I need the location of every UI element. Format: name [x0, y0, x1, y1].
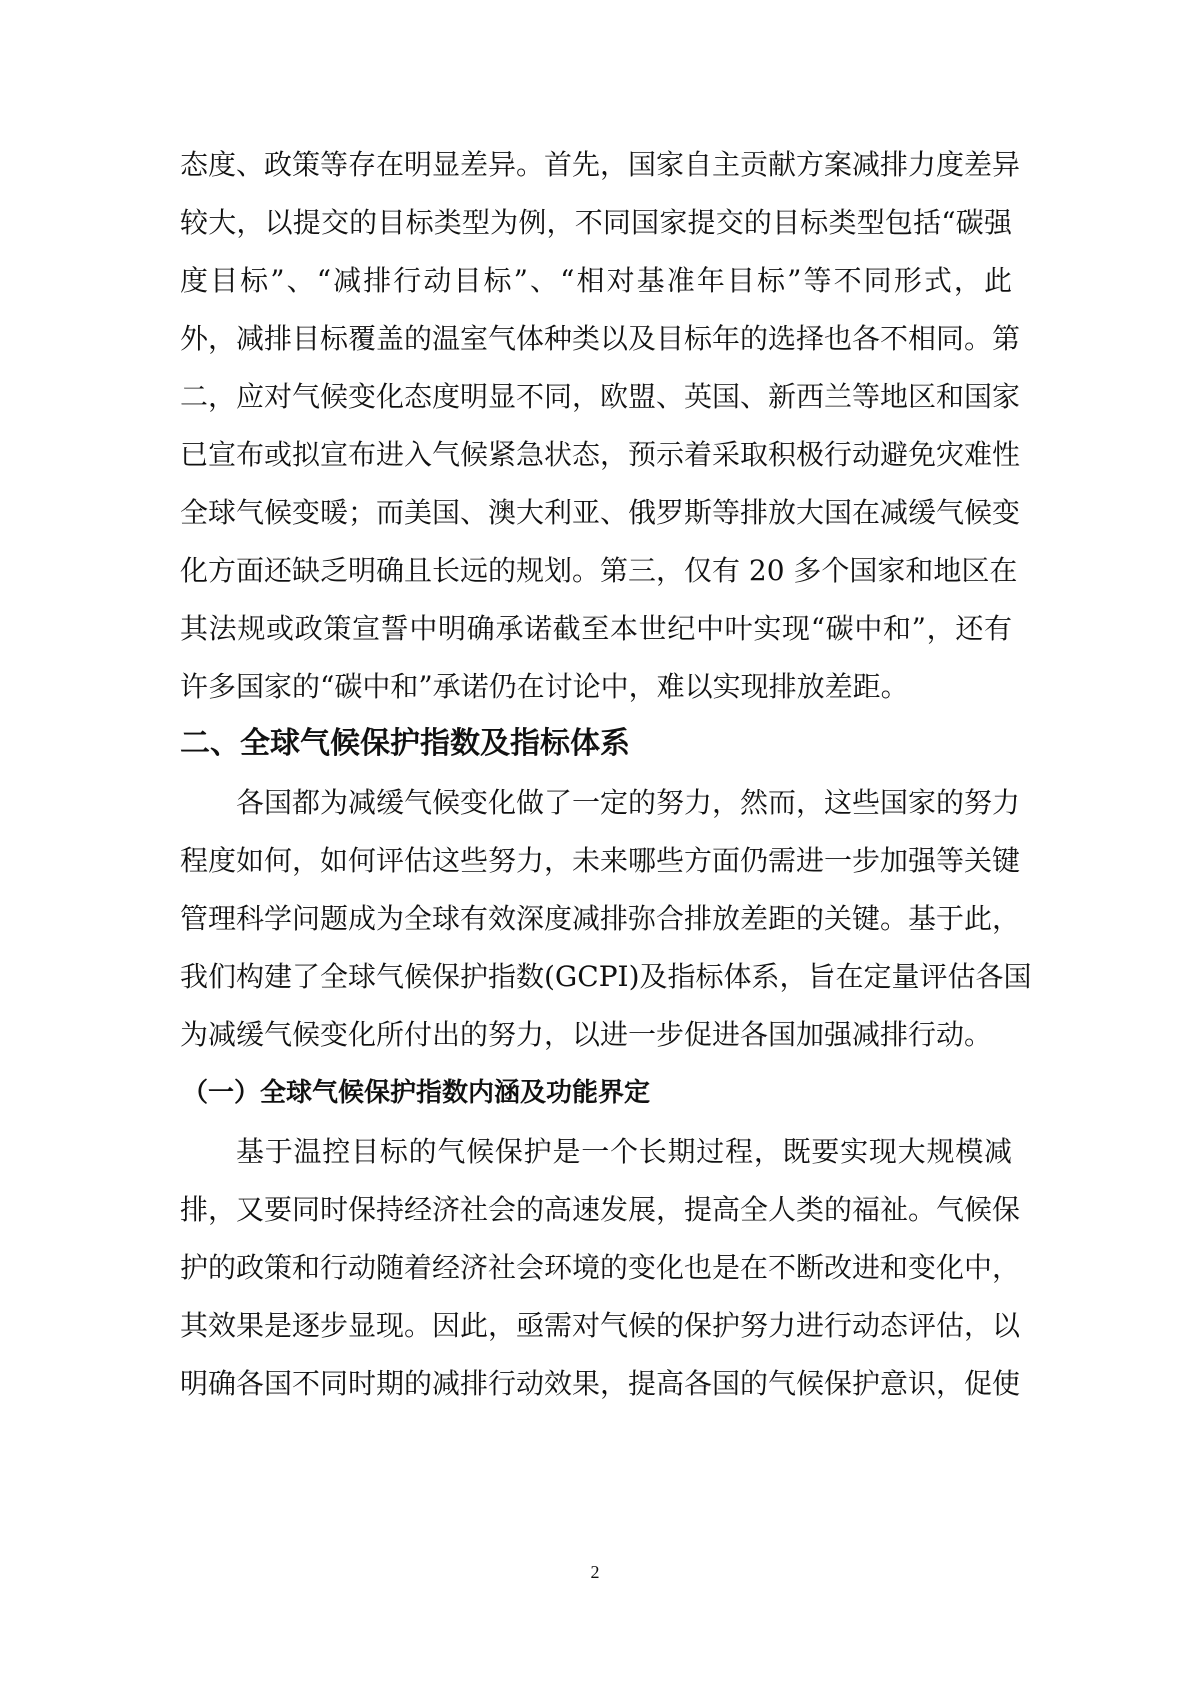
- body-text-line: 化方面还缺乏明确且长远的规划。第三，仅有 20 多个国家和地区在: [180, 554, 1018, 587]
- body-text-line: 程度如何，如何评估这些努力，未来哪些方面仍需进一步加强等关键: [180, 844, 1021, 877]
- body-text-line: 管理科学问题成为全球有效深度减排弥合排放差距的关键。基于此，: [180, 902, 1021, 935]
- body-text-line: 我们构建了全球气候保护指数(GCPI)及指标体系，旨在定量评估各国: [180, 960, 1032, 993]
- body-text-line: 已宣布或拟宣布进入气候紧急状态，预示着采取积极行动避免灾难性: [180, 438, 1021, 471]
- page-number: 2: [590, 1562, 600, 1582]
- body-text-line: 态度、政策等存在明显差异。首先，国家自主贡献方案减排力度差异: [180, 148, 1021, 181]
- body-text-line: 排，又要同时保持经济社会的高速发展，提高全人类的福祉。气候保: [180, 1193, 1021, 1226]
- body-text-line: 二，应对气候变化态度明显不同，欧盟、英国、新西兰等地区和国家: [180, 380, 1021, 413]
- body-text-line: 护的政策和行动随着经济社会环境的变化也是在不断改进和变化中，: [180, 1251, 1021, 1284]
- body-text-line: 其法规或政策宣誓中明确承诺截至本世纪中叶实现“碳中和”，还有: [180, 612, 1012, 645]
- body-text-line: 较大，以提交的目标类型为例，不同国家提交的目标类型包括“碳强: [180, 206, 1012, 239]
- body-text-line: 明确各国不同时期的减排行动效果，提高各国的气候保护意识，促使: [180, 1367, 1021, 1400]
- body-text-line: 外，减排目标覆盖的温室气体种类以及目标年的选择也各不相同。第: [180, 322, 1021, 355]
- body-text-line: 为减缓气候变化所付出的努力，以进一步促进各国加强减排行动。: [180, 1018, 993, 1051]
- body-text-line: 全球气候变暖；而美国、澳大利亚、俄罗斯等排放大国在减缓气候变: [180, 496, 1021, 529]
- body-text-line: 许多国家的“碳中和”承诺仍在讨论中，难以实现排放差距。: [180, 670, 909, 703]
- body-text-line: 度目标”、“减排行动目标”、“相对基准年目标”等不同形式，此: [180, 264, 1012, 297]
- section-heading: 二、全球气候保护指数及指标体系: [180, 726, 630, 761]
- body-text-line: 其效果是逐步显现。因此，亟需对气候的保护努力进行动态评估，以: [180, 1309, 1021, 1342]
- body-text-line: 基于温控目标的气候保护是一个长期过程，既要实现大规模减: [236, 1135, 1012, 1168]
- body-text-line: 各国都为减缓气候变化做了一定的努力，然而，这些国家的努力: [236, 786, 1021, 819]
- subsection-heading: （一）全球气候保护指数内涵及功能界定: [182, 1078, 651, 1108]
